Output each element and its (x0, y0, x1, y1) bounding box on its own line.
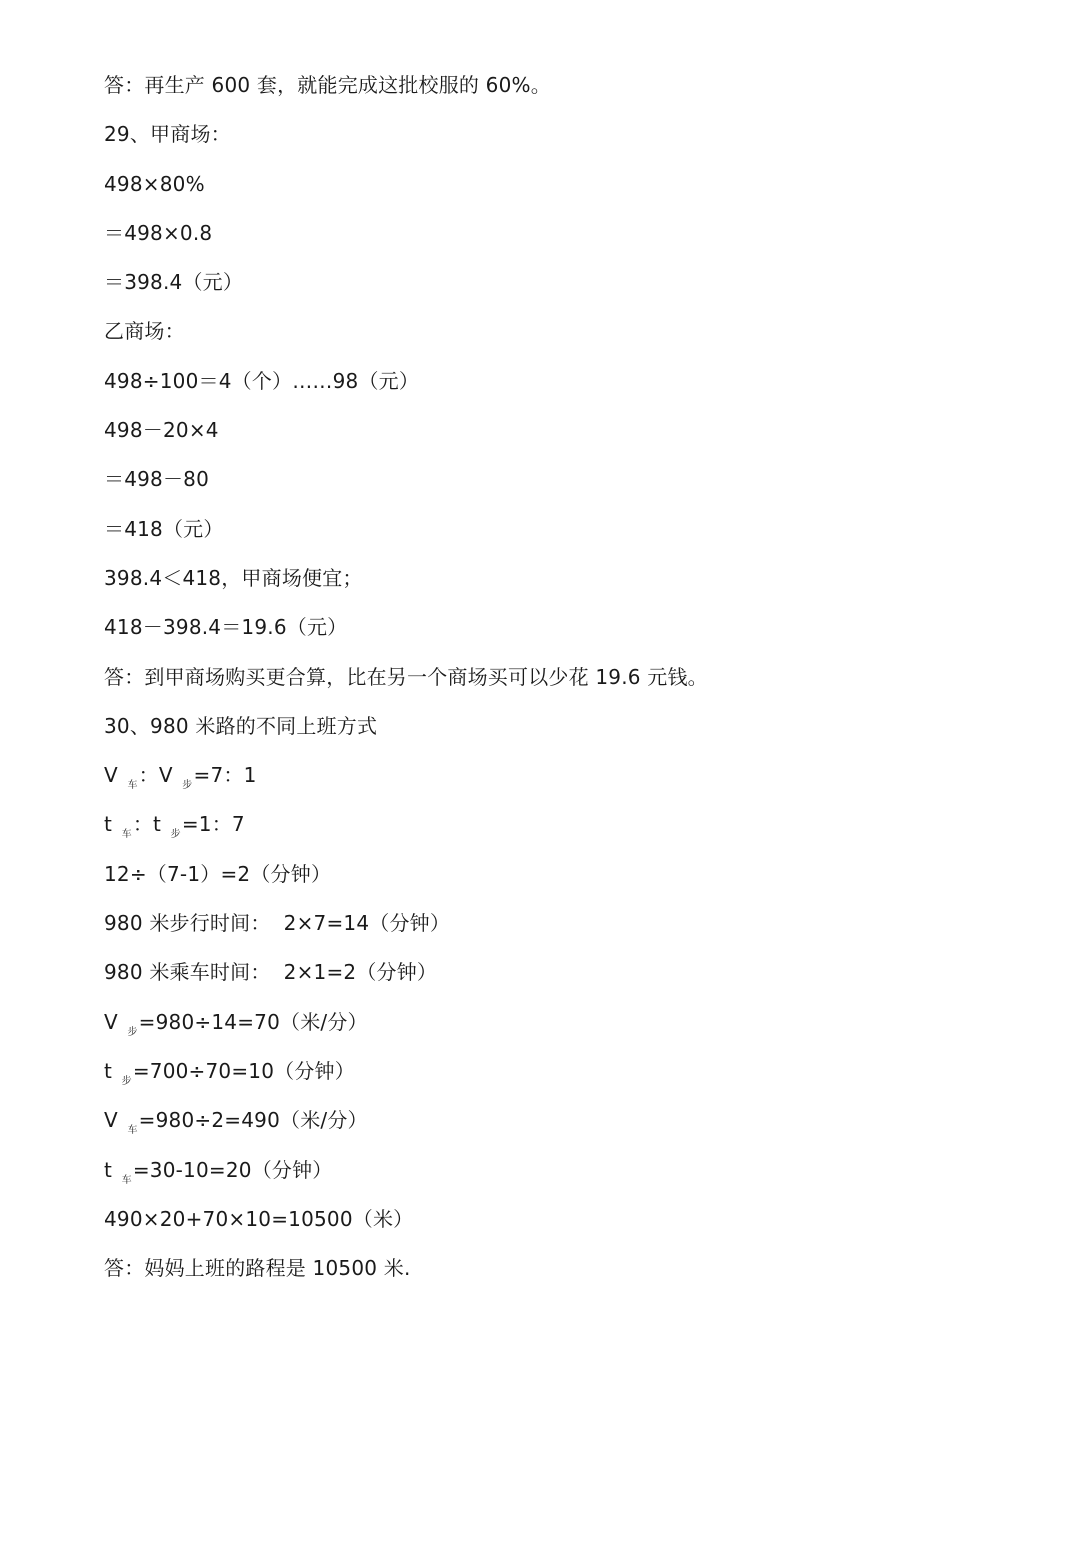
text-line-3 (104, 161, 1044, 210)
subscript: 车 (121, 1174, 132, 1186)
text-line-2 (104, 111, 1044, 160)
line-text: 980 米乘车时间： 2×1=2（分钟） (104, 960, 438, 985)
line-text: t (104, 1058, 119, 1083)
line-text: 490×20+70×10=10500（米） (104, 1206, 414, 1231)
subscript: 步 (127, 1026, 138, 1038)
text-line-22 (104, 1097, 1044, 1146)
text-line-25 (104, 1245, 1044, 1294)
subscript: 步 (182, 780, 193, 792)
text-line-23 (104, 1147, 1044, 1196)
text-line-17 (104, 851, 1044, 900)
text-line-20 (104, 999, 1044, 1048)
document-page (104, 62, 1044, 1294)
line-text: =700÷70=10（分钟） (132, 1058, 355, 1083)
text-line-9 (104, 456, 1044, 505)
text-line-6 (104, 308, 1044, 357)
line-text: ＝498×0.8 (104, 220, 213, 245)
line-text: ：V (138, 763, 180, 788)
line-text: V (104, 1108, 125, 1133)
line-text: 980 米步行时间： 2×7=14（分钟） (104, 911, 451, 936)
line-text: =7：1 (193, 763, 257, 788)
line-text: ：t (132, 812, 168, 837)
text-line-16 (104, 801, 1044, 850)
text-line-10 (104, 506, 1044, 555)
line-text: 418－398.4＝19.6（元） (104, 615, 348, 640)
line-text: =1：7 (181, 812, 245, 837)
text-line-12 (104, 604, 1044, 653)
line-text: 498×80% (104, 171, 205, 196)
subscript: 车 (127, 780, 138, 792)
line-text: V (104, 763, 125, 788)
line-text: ＝418（元） (104, 516, 224, 541)
text-line-18 (104, 900, 1044, 949)
line-text: 29、甲商场： (104, 122, 231, 147)
subscript: 步 (121, 1075, 132, 1087)
text-line-5 (104, 259, 1044, 308)
line-text: 乙商场： (104, 319, 185, 344)
line-text: ＝398.4（元） (104, 270, 244, 295)
line-text: 30、980 米路的不同上班方式 (104, 713, 378, 738)
line-text: 398.4＜418，甲商场便宜； (104, 565, 363, 590)
text-line-24 (104, 1196, 1044, 1245)
subscript: 车 (121, 829, 132, 841)
text-line-13 (104, 654, 1044, 703)
text-line-14 (104, 703, 1044, 752)
line-text: t (104, 1157, 119, 1182)
text-line-21 (104, 1048, 1044, 1097)
line-text: t (104, 812, 119, 837)
text-line-8 (104, 407, 1044, 456)
line-text: V (104, 1009, 125, 1034)
text-line-19 (104, 949, 1044, 998)
text-line-4 (104, 210, 1044, 259)
line-text: 12÷（7-1）=2（分钟） (104, 861, 332, 886)
line-text: 答：妈妈上班的路程是 10500 米. (104, 1256, 411, 1281)
text-line-15 (104, 752, 1044, 801)
line-text: 答：再生产 600 套，就能完成这批校服的 60%。 (104, 73, 551, 97)
line-text: 答：到甲商场购买更合算，比在另一个商场买可以少花 19.6 元钱。 (104, 664, 708, 689)
line-text: 498－20×4 (104, 418, 219, 443)
text-line-11 (104, 555, 1044, 604)
subscript: 车 (127, 1125, 138, 1137)
line-text: =980÷2=490（米/分） (138, 1108, 368, 1133)
line-text: 498÷100＝4（个）……98（元） (104, 368, 420, 393)
line-text: =980÷14=70（米/分） (138, 1009, 368, 1034)
text-line-1 (104, 62, 1044, 111)
line-text: ＝498－80 (104, 467, 210, 492)
line-text: =30-10=20（分钟） (132, 1157, 333, 1182)
text-line-7 (104, 358, 1044, 407)
subscript: 步 (170, 829, 181, 841)
